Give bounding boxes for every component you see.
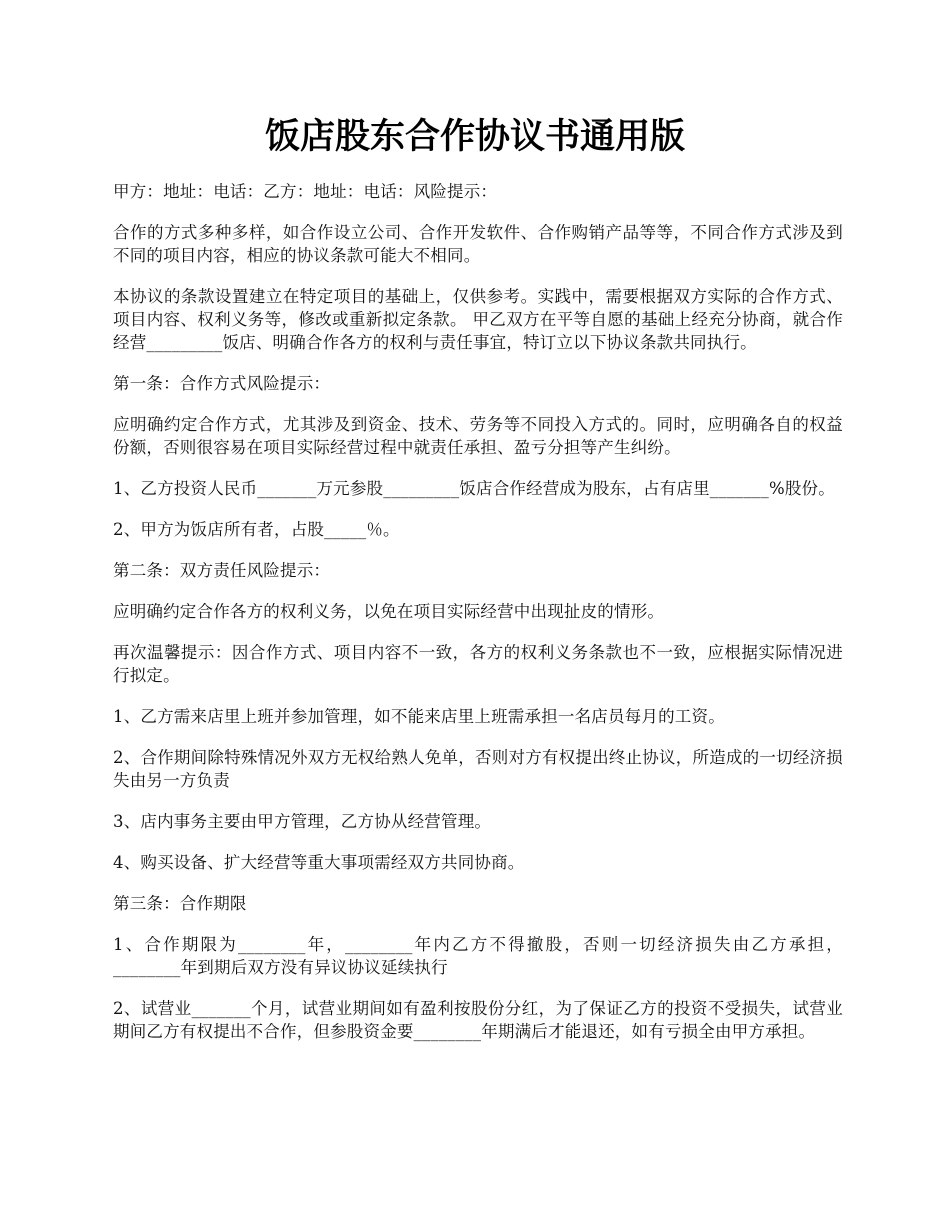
article-1-heading: 第一条：合作方式风险提示： (113, 374, 331, 393)
article-3-clause-2: 2、试营业_______个月，试营业期间如有盈利按股份分红，为了保证乙方的投资不受损失，试营业期间乙方有权提出不合作，但参股资金要________年期满后才能退还，如有亏损全由甲方承担。 (113, 999, 843, 1041)
document-title: 饭店股东合作协议书通用版 (264, 116, 685, 157)
article-3-clause-1: 1、合作期限为________年，________年内乙方不得撤股，否则一切经济损失由乙方承担，________年到期后双方没有异议协议延续执行 (113, 935, 843, 977)
article-1-clause-1: 1、乙方投资人民币_______万元参股_________饭店合作经营成为股东，占有店里_______%股份。 (113, 479, 835, 498)
cooperation-forms-note: 合作的方式多种多样，如合作设立公司、合作开发软件、合作购销产品等等，不同合作方式涉及到不同的项目内容，相应的协议条款可能大不相同。 (113, 223, 843, 265)
article-2-reminder: 再次温馨提示：因合作方式、项目内容不一致，各方的权利义务条款也不一致，应根据实际情况进行拟定。 (113, 643, 843, 685)
document-body (113, 180, 843, 1061)
article-1-risk-note: 应明确约定合作方式，尤其涉及到资金、技术、劳务等不同投入方式的。同时，应明确各自的权益份额，否则很容易在项目实际经营过程中就责任承担、盈亏分担等产生纠纷。 (113, 415, 843, 457)
party-info-line: 甲方：地址：电话：乙方：地址：电话：风险提示： (113, 182, 498, 201)
article-2-clause-3: 3、店内事务主要由甲方管理，乙方协从经营管理。 (113, 812, 492, 831)
article-2-risk-note: 应明确约定合作各方的权利义务，以免在项目实际经营中出现扯皮的情形。 (113, 602, 665, 621)
article-1-clause-2: 2、甲方为饭店所有者，占股_____％。 (113, 520, 400, 539)
article-2-clause-4: 4、购买设备、扩大经营等重大事项需经双方共同协商。 (113, 853, 525, 872)
article-2-clause-2: 2、合作期间除特殊情况外双方无权给熟人免单，否则对方有权提出终止协议，所造成的一切经济损失由另一方负责 (113, 748, 843, 790)
article-3-heading: 第三条：合作期限 (113, 894, 247, 913)
agreement-preamble: 本协议的条款设置建立在特定项目的基础上，仅供参考。实践中，需要根据双方实际的合作方式、项目内容、权利义务等，修改或重新拟定条款。 甲乙双方在平等自愿的基础上经充分协商，就合作经营_________饭店、明确合作各方的权利与责任事宜，特订立以下协议条款共同执行。 (113, 287, 843, 352)
article-2-clause-1: 1、乙方需来店里上班并参加管理，如不能来店里上班需承担一名店员每月的工资。 (113, 707, 725, 726)
article-2-heading: 第二条：双方责任风险提示： (113, 561, 331, 580)
